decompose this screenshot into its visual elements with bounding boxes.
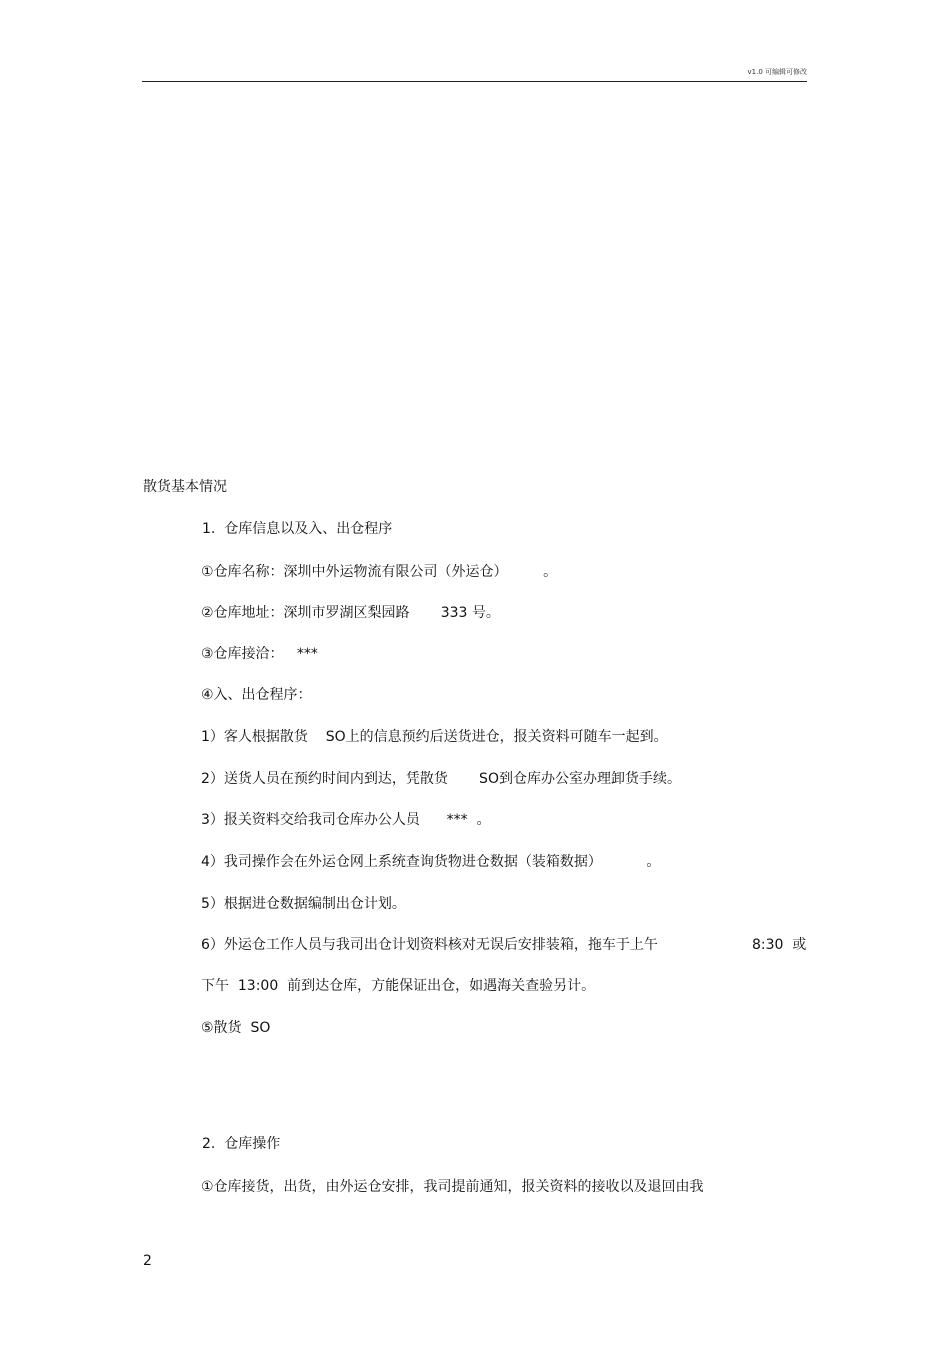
header-rule <box>142 81 807 82</box>
warehouse-contact: ③仓库接洽： *** <box>201 646 318 662</box>
section2-heading: 2. 仓库操作 <box>202 1136 281 1152</box>
procedure-step: 1）客人根据散货 SO上的信息预约后送货进仓，报关资料可随车一起到。 <box>201 729 668 745</box>
section1-heading: 1. 仓库信息以及入、出仓程序 <box>202 521 393 537</box>
procedure-step: 5）根据进仓数据编制出仓计划。 <box>201 896 406 912</box>
warehouse-operation-item: ①仓库接货，出货，由外运仓安排，我司提前通知，报关资料的接收以及退回由我 <box>201 1179 704 1195</box>
warehouse-name: ①仓库名称：深圳中外运物流有限公司（外运仓） 。 <box>201 564 558 580</box>
procedure-step: 3）报关资料交给我司仓库办公人员 *** 。 <box>201 812 491 828</box>
warehouse-address: ②仓库地址：深圳市罗湖区梨园路 333 号。 <box>201 605 500 621</box>
warehouse-procedure: ④入、出仓程序： <box>201 687 312 703</box>
procedure-step: 下午 13:00 前到达仓库，方能保证出仓，如遇海关查验另计。 <box>201 978 596 994</box>
section-title: 散货基本情况 <box>143 479 227 495</box>
procedure-step: 4）我司操作会在外运仓网上系统查询货物进仓数据（装箱数据） 。 <box>201 854 661 870</box>
header-version-text: v1.0 可编辑可修改 <box>747 68 807 76</box>
procedure-step: 2）送货人员在预约时间内到达，凭散货 SO到仓库办公室办理卸货手续。 <box>201 771 681 787</box>
procedure-step-time: 8:30 或 <box>752 937 807 953</box>
page-number: 2 <box>143 1253 152 1269</box>
procedure-step: 6）外运仓工作人员与我司出仓计划资料核对无误后安排装箱，拖车于上午 <box>201 937 658 953</box>
bulk-so-item: ⑤散货 SO <box>201 1020 271 1036</box>
